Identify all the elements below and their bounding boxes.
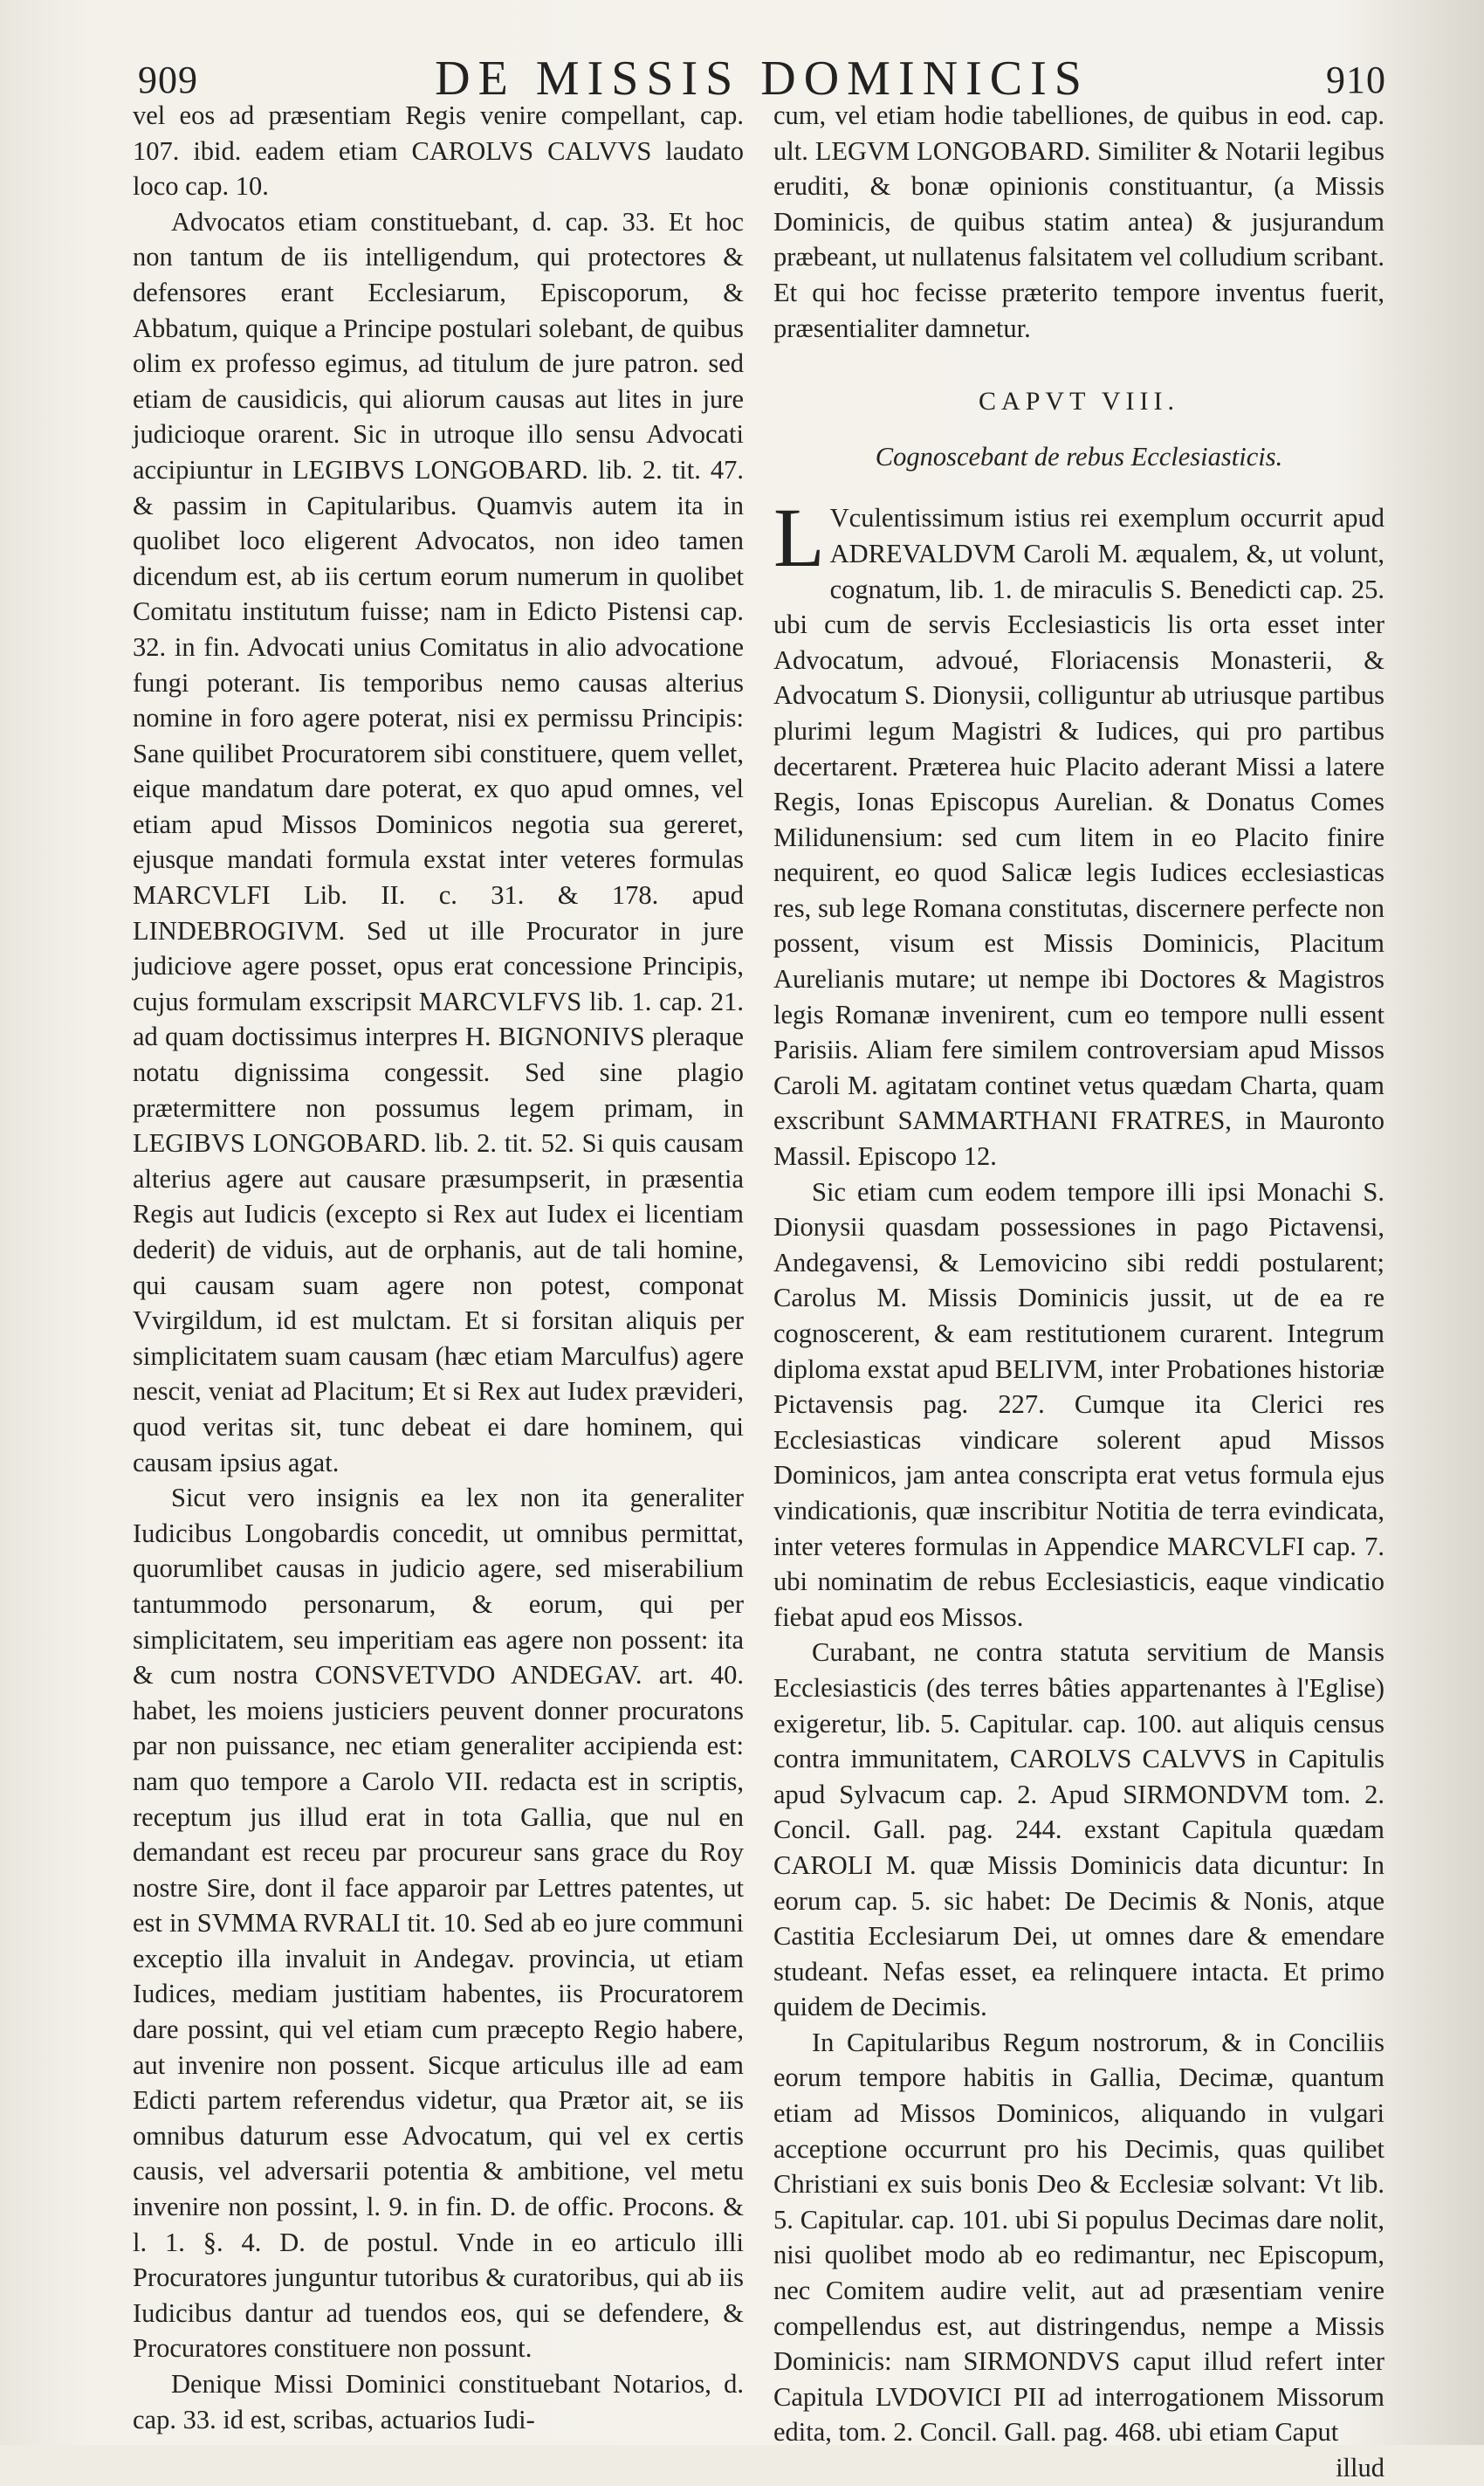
- catchword: illud: [1336, 2453, 1384, 2483]
- chapter-title: CAPVT VIII.: [979, 387, 1179, 417]
- paragraph-with-drop-cap: LVculentissimum istius rei exemplum occurrit apud ADREVALDVM Caroli M. æqualem, &, ut volunt, cognatum, lib. 1. de miraculis S. Benedicti cap. 25. ubi cum de servis Ecclesiasticis lis orta esset inter Advocatum, advoué, Floriacensis Monasterii, & Advocatum S. Dionysii, colliguntur ab utriusque partibus plurimi legum Magistri & Iudices, qui pro partibus decertarent. Præterea huic Placito aderant Missi a latere Regis, Ionas Episcopus Aurelian. & Donatus Comes Milidunensium: sed cum litem in eo Placito finire nequirent, eo quod Salicæ legis Iudices ecclesiasticas res, sub lege Romana constitutas, discernere perfecte non possent, visum est Missis Dominicis, Placitum Aurelianis mutare; ut nempe ibi Doctores & Magistros legis Romanæ invenirent, cum eo tempore nulli essent Parisiis. Aliam fere similem controversiam apud Missos Caroli M. agitatam continet vetus quædam Charta, quam exscribunt SAMMARTHANI FRATRES, in Mauronto Massil. Episcopo 12.: [773, 491, 1384, 1172]
- paragraph: Denique Missi Dominici constituebant Notarios, d. cap. 33. id est, scribas, actuarios Iudi-: [133, 2369, 744, 2434]
- chapter-subtitle: Cognoscebant de rebus Ecclesiasticis.: [875, 441, 1283, 472]
- paragraph: Sic etiam cum eodem tempore illi ipsi Monachi S. Dionysii quasdam possessiones in pago Pictavensi, Andegavensi, & Lemovicino sibi reddi postularent; Carolus M. Missis Dominicis jussit, ut de ea re cognoscerent, & eam restitutionem curarent. Integrum diploma exstat apud BELIVM, inter Probationes historiæ Pictavensis pag. 227. Cumque ita Clerici res Ecclesiasticas vindicare solerent apud Missos Dominicos, jam antea conscripta erat vetus formula ejus vindicationis, quæ inscribitur Notitia de terra evindicata, inter veteres formulas in Appendice MARCVLFI cap. 7. ubi nominatim de rebus Ecclesiasticis, eaque vindicatio fiebat apud eos Missos.: [773, 1176, 1384, 1632]
- paragraph: Advocatos etiam constituebant, d. cap. 33. Et hoc non tantum de iis intelligendum, qui protectores & defensores erant Ecclesiarum, Episcoporum, & Abbatum, quique a Principe postulari solebant, de quibus olim ex professo egimus, ad titulum de jure patron. sed etiam de causidicis, qui aliorum causas aut lites in jure judicioque orarent. Sic in utroque illo sensu Advocati accipiuntur in LEGIBVS LONGOBARD. lib. 2. tit. 47. & passim in Capitularibus. Quamvis autem ita in quolibet loco eligerent Advocatos, non ideo tamen dicendum est, ab iis certum eorum numerum in quolibet Comitatu institutum fuisse; nam in Edicto Pistensi cap. 32. in fin. Advocati unius Comitatus in alio advocatione fungi poterant. Iis temporibus nemo causas alterius nomine in foro agere poterat, nisi ex permissu Principis: Sane quilibet Procuratorem sibi constituere, quem vellet, eique mandatum dare poterat, ex quo apud omnes, vel etiam apud Missos Dominicos negotia sua gereret, ejusque mandati formula exstat inter veteres formulas MARCVLFI Lib. II. c. 31. & 178. apud LINDEBROGIVM. Sed ut ille Procurator in jure judiciove agere posset, opus erat concessione Principis, cujus formulam exscripsit MARCVLFVS lib. 1. cap. 21. ad quam doctissimus interpres H. BIGNONIVS pleraque notatu dignissima congessit. Sed sine plagio prætermittere non possumus legem primam, in LEGIBVS LONGOBARD. lib. 2. tit. 52. Si quis causam alterius agere aut causare præsumpserit, in præsentia Regis aut Iudicis (excepto si Rex aut Iudex ei licentiam dederit) de viduis, aut de orphanis, aut de tali homine, qui causam suam agere non potest, componat Vvirgildum, id est mulctam. Et si forsitan aliquis per simplicitatem suam causam (hæc etiam Marculfus) agere nescit, veniat ad Placitum; Et si Rex aut Iudex prævideri, quod veritas sit, tunc debeat ei dare hominem, qui causam ipsius agat.: [133, 206, 744, 1477]
- paragraph: Curabant, ne contra statuta servitium de Mansis Ecclesiasticis (des terres bâties appartenantes à l'Eglise) exigeretur, lib. 5. Capitular. cap. 100. aut aliquis census contra immunitatem, CAROLVS CALVVS in Capitulis apud Sylvacum cap. 2. Apud SIRMONDVM tom. 2. Concil. Gall. pag. 244. exstant Capitula quædam CAROLI M. quæ Missis Dominicis data dicuntur: In eorum cap. 5. sic habet: De Decimis & Nonis, atque Castitia Ecclesiarum Dei, ut omnes dare & emendare studeant. Nefas esset, ea relinquere intacta. Et primo quidem de Decimis.: [773, 1637, 1384, 2022]
- right-column: [773, 98, 1384, 2486]
- paragraph: In Capitularibus Regum nostrorum, & in Conciliis eorum tempore habitis in Gallia, Decimæ, quantum etiam ad Missos Dominicos, aliquando in vulgari acceptione occurrunt pro his Decimis, quas quilibet Christiani ex suis bonis Deo & Ecclesiæ solvant: Vt lib. 5. Capitular. cap. 101. ubi Si populus Decimas dare nolit, nisi quolibet modo ab eo redimantur, nec Episcopum, nec Comitem audire velit, aut ad præsentiam venire compellendus est, aut distringendus, nempe a Missis Dominicis: nam SIRMONDVS caput illud refert inter Capitula LVDOVICI PII ad interrogationem Missorum edita, tom. 2. Concil. Gall. pag. 468. ubi etiam Caput: [773, 2027, 1384, 2448]
- page-number-right: 910: [1326, 59, 1386, 101]
- running-title: DE MISSIS DOMINICIS: [435, 52, 1089, 106]
- page-number-left: 909: [138, 59, 198, 101]
- paragraph: cum, vel etiam hodie tabelliones, de quibus in eod. cap. ult. LEGVM LONGOBARD. Similiter & Notarii legibus eruditi, & bonæ opinionis constituantur, (a Missis Dominicis, de quibus statim antea) & jusjurandum præbeant, ut nullatenus falsitatem vel colludium scribant. Et qui hoc fecisse præterito tempore inventus fuerit, præsentialiter damnetur.: [773, 100, 1384, 343]
- paragraph: vel eos ad præsentiam Regis venire compellant, cap. 107. ibid. eadem etiam CAROLVS CALVVS laudato loco cap. 10.: [133, 100, 744, 202]
- paragraph: Sicut vero insignis ea lex non ita generaliter Iudicibus Longobardis concedit, ut omnibus permittat, quorumlibet causas in judicio agere, sed miserabilium tantummodo personarum, & eorum, qui per simplicitatem, seu imperitiam eas agere non possent: ita & cum nostra CONSVETVDO ANDEGAV. art. 40. habet, les moiens justiciers peuvent donner procuratons par non puissance, nec etiam generaliter accipienda est: nam quo tempore a Carolo VII. redacta est in scriptis, receptum jus illud erat in tota Gallia, que nul en demandant est receu par procureur sans grace du Roy nostre Sire, dont il face apparoir par Lettres patentes, ut est in SVMMA RVRALI tit. 10. Sed ab eo jure communi exceptio illa invaluit in Andegav. provincia, ut etiam Iudices, mediam justitiam habentes, iis Procuratorem dare possint, qui vel etiam cum præcepto Regio habere, aut invenire non possent. Sicque articulus ille ad eam Edicti partem referendus videtur, qua Prætor ait, se iis omnibus daturum esse Advocatum, qui vel ex certis causis, vel adversarii potentia & ambitione, vel metu invenire non possint, l. 9. in fin. D. de offic. Procons. & l. 1. §. 4. D. de postul. Vnde in eo articulo illi Procuratores junguntur tutoribus & curatoribus, qui ab iis Iudicibus dantur ad tuendos eos, qui se defendere, & Procuratores constituere non possunt.: [133, 1483, 744, 2364]
- left-column: [133, 98, 744, 2437]
